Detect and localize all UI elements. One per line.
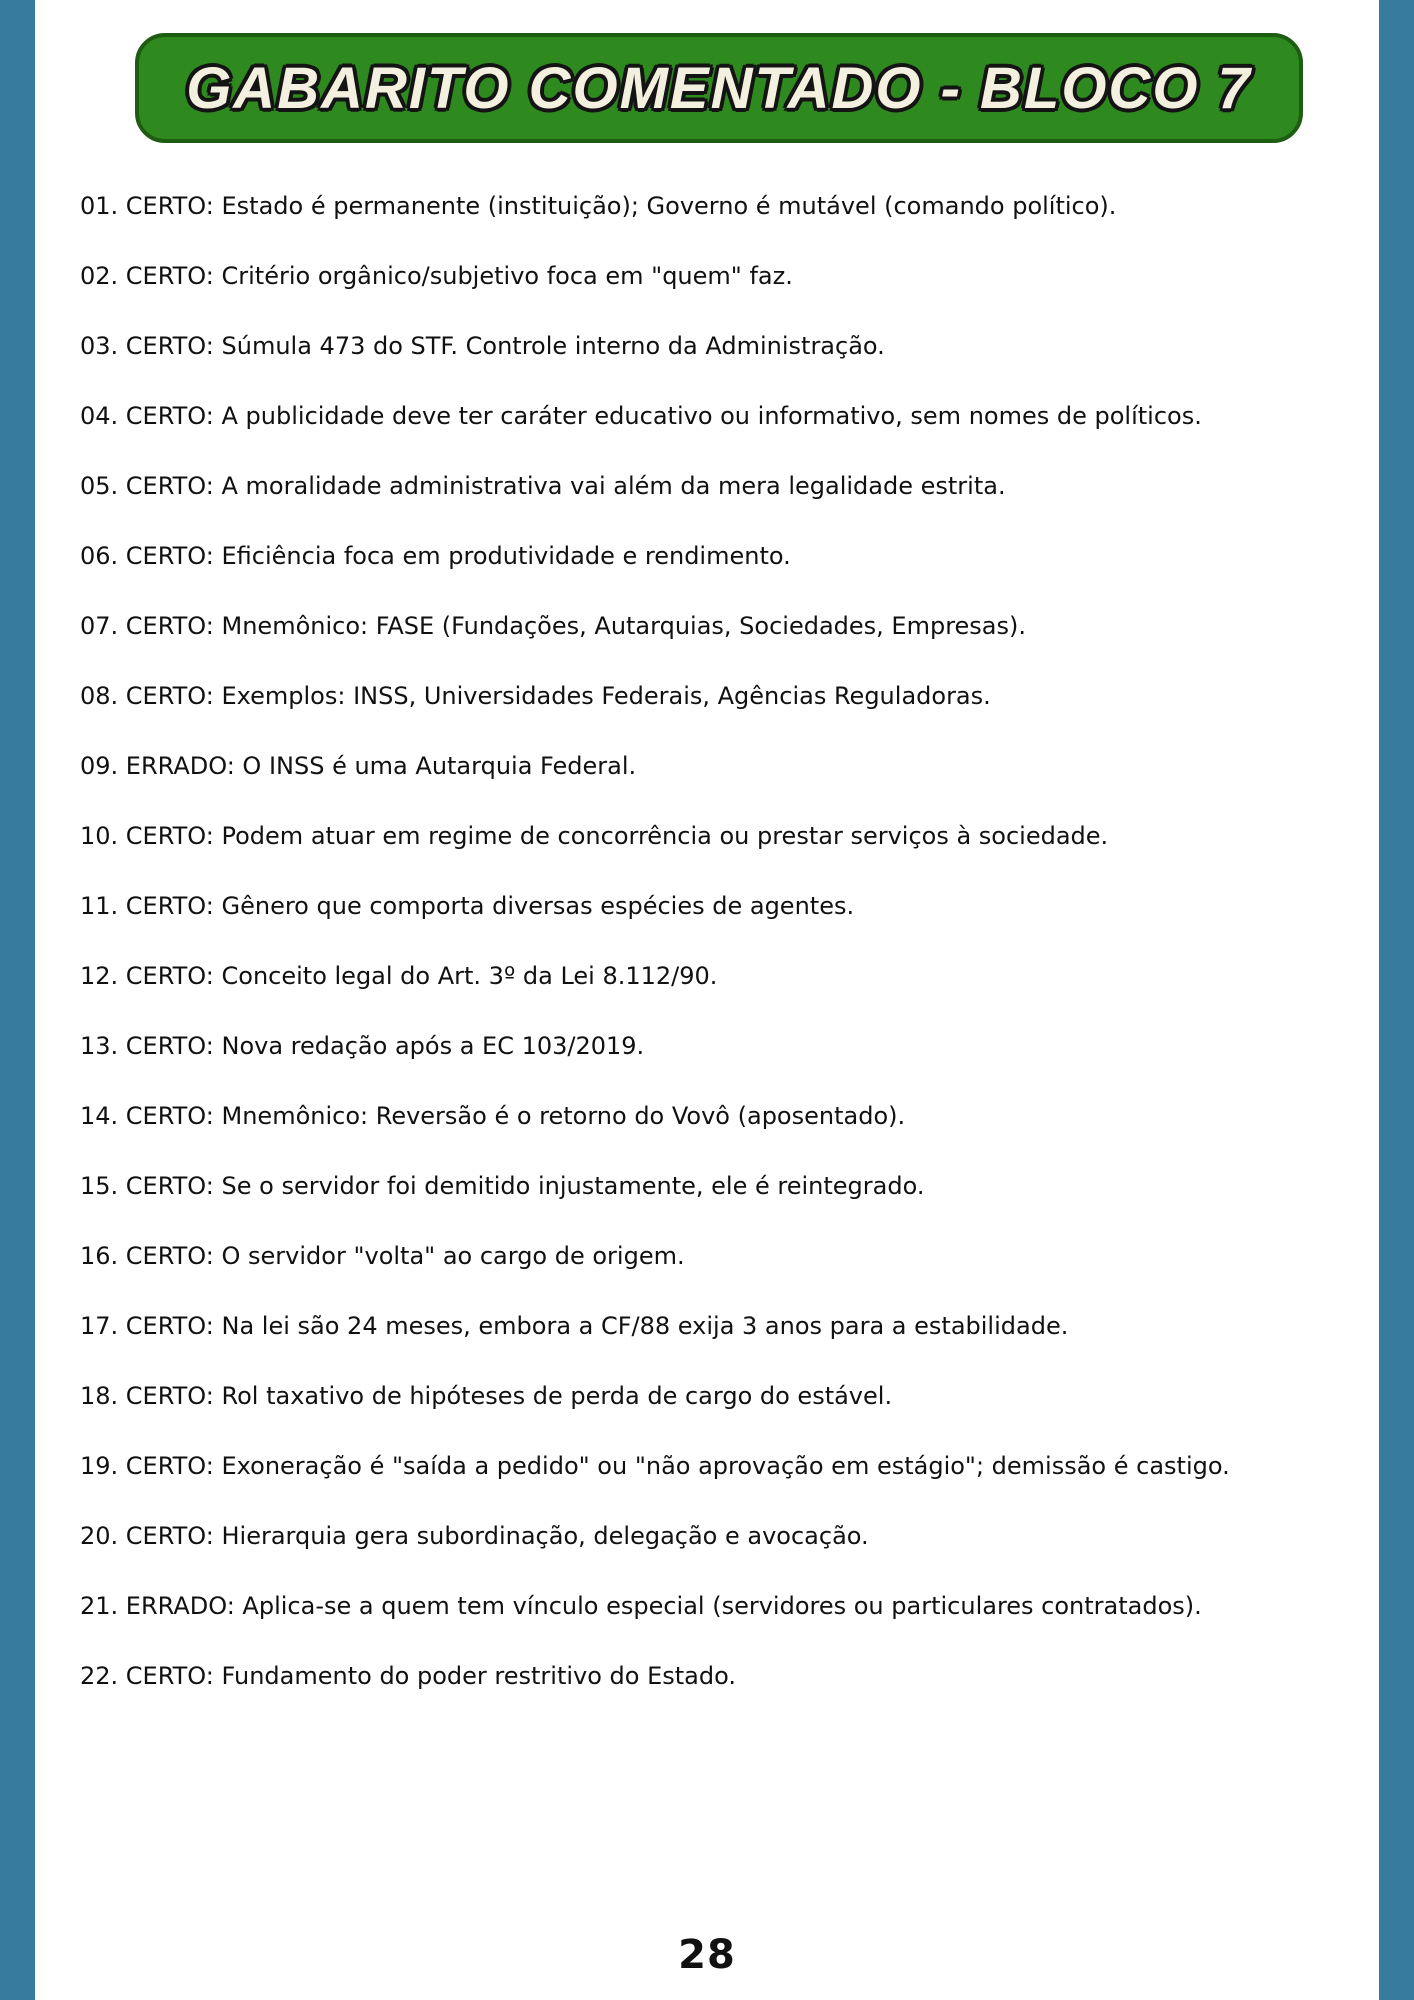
answer-item-label: 19. CERTO: [80,1452,214,1480]
answer-item [80,820,1265,853]
answer-item [80,540,1265,573]
answer-item-label: 08. CERTO: [80,682,214,710]
answer-item-text: Hierarquia gera subordinação, delegação e avocação. [213,1522,869,1550]
answer-item-label: 16. CERTO: [80,1242,214,1270]
answer-item-text: Exoneração é "saída a pedido" ou "não aprovação em estágio"; demissão é castigo. [213,1452,1230,1480]
answer-item-label: 21. ERRADO: [80,1592,235,1620]
answer-item [80,750,1265,783]
page-title: GABARITO COMENTADO - BLOCO 7 [186,55,1252,121]
answer-item-text: Conceito legal do Art. 3º da Lei 8.112/90. [213,962,718,990]
answer-item-label: 06. CERTO: [80,542,214,570]
answer-item [80,960,1265,993]
answer-item-text: Mnemônico: FASE (Fundações, Autarquias, Sociedades, Empresas). [213,612,1027,640]
page-number: 28 [678,1932,736,1978]
answer-item-label: 11. CERTO: [80,892,214,920]
left-border-bar [0,0,35,2000]
answer-item-text: Nova redação após a EC 103/2019. [213,1032,645,1060]
answer-item [80,1170,1265,1203]
answer-item-label: 05. CERTO: [80,472,214,500]
answer-item-text: O servidor "volta" ao cargo de origem. [213,1242,685,1270]
answer-item-label: 15. CERTO: [80,1172,214,1200]
answer-item-label: 01. CERTO: [80,192,214,220]
answer-item-text: Exemplos: INSS, Universidades Federais, Agências Reguladoras. [213,682,991,710]
answer-item-text: Eficiência foca em produtividade e rendimento. [213,542,791,570]
answer-item-label: 22. CERTO: [80,1662,214,1690]
answer-item [80,190,1265,223]
answer-item-label: 04. CERTO: [80,402,214,430]
answer-item-text: Mnemônico: Reversão é o retorno do Vovô (aposentado). [213,1102,906,1130]
answer-list [80,190,1265,1730]
answer-item-label: 14. CERTO: [80,1102,214,1130]
page-footer [35,1932,1379,1978]
answer-item-label: 13. CERTO: [80,1032,214,1060]
answer-item-text: Gênero que comporta diversas espécies de agentes. [213,892,855,920]
answer-item-text: Estado é permanente (instituição); Governo é mutável (comando político). [213,192,1117,220]
answer-item-text: Fundamento do poder restritivo do Estado. [213,1662,737,1690]
answer-item-text: O INSS é uma Autarquia Federal. [234,752,637,780]
answer-item-label: 18. CERTO: [80,1382,214,1410]
answer-item-label: 10. CERTO: [80,822,214,850]
answer-item-label: 03. CERTO: [80,332,214,360]
answer-item-label: 12. CERTO: [80,962,214,990]
answer-item-text: Se o servidor foi demitido injustamente, ele é reintegrado. [213,1172,925,1200]
title-banner [135,33,1303,143]
answer-item [80,1030,1265,1063]
answer-item [80,1310,1265,1343]
answer-item [80,260,1265,293]
answer-item-text: A moralidade administrativa vai além da mera legalidade estrita. [213,472,1006,500]
answer-item-text: Rol taxativo de hipóteses de perda de cargo do estável. [213,1382,893,1410]
answer-item-text: Súmula 473 do STF. Controle interno da Administração. [213,332,885,360]
right-border-bar [1379,0,1414,2000]
answer-item [80,890,1265,923]
answer-item-label: 02. CERTO: [80,262,214,290]
answer-item [80,330,1265,363]
answer-item [80,400,1265,433]
answer-item [80,1100,1265,1133]
answer-item [80,1660,1265,1693]
answer-item [80,1380,1265,1413]
answer-item [80,1590,1265,1623]
answer-item [80,680,1265,713]
answer-item-text: Na lei são 24 meses, embora a CF/88 exija 3 anos para a estabilidade. [213,1312,1069,1340]
answer-item [80,1240,1265,1273]
answer-item [80,1520,1265,1553]
answer-item-text: A publicidade deve ter caráter educativo ou informativo, sem nomes de políticos. [213,402,1202,430]
answer-item-label: 20. CERTO: [80,1522,214,1550]
answer-item [80,1450,1265,1483]
answer-item-label: 07. CERTO: [80,612,214,640]
answer-item [80,610,1265,643]
answer-item-text: Critério orgânico/subjetivo foca em "quem" faz. [213,262,793,290]
answer-item [80,470,1265,503]
answer-item-label: 17. CERTO: [80,1312,214,1340]
answer-item-label: 09. ERRADO: [80,752,235,780]
answer-item-text: Aplica-se a quem tem vínculo especial (servidores ou particulares contratados). [234,1592,1202,1620]
answer-item-text: Podem atuar em regime de concorrência ou prestar serviços à sociedade. [213,822,1109,850]
